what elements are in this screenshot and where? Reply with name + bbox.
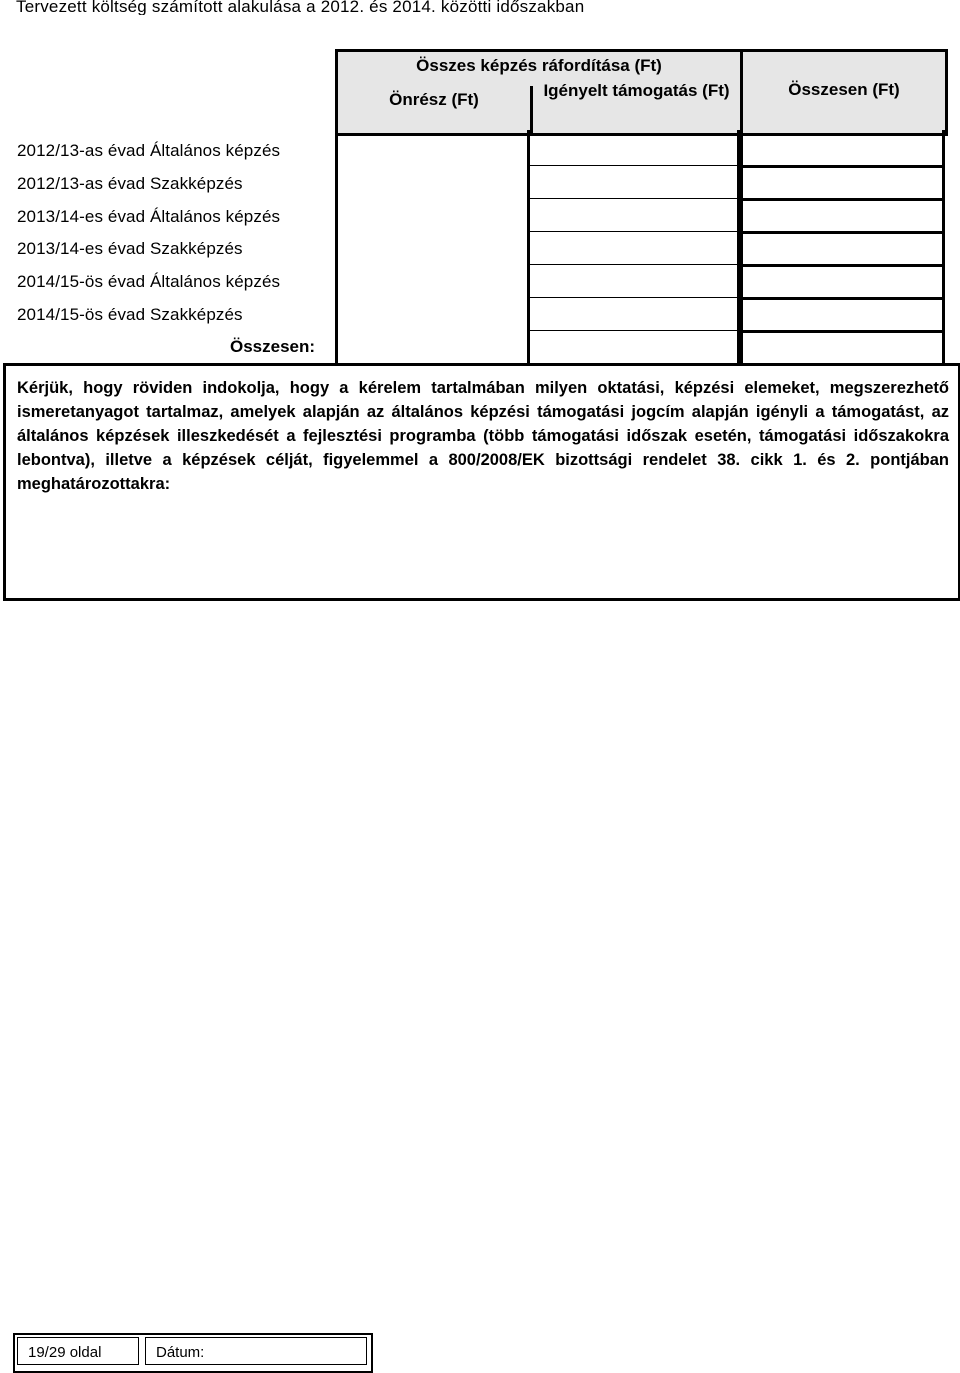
sum-label: Összesen: (230, 337, 316, 356)
date-field[interactable]: Dátum: (145, 1337, 367, 1365)
own-share-header: Önrész (Ft) (389, 90, 479, 109)
row-label: 2014/15-ös évad Szakképzés (17, 305, 243, 324)
justification-text: Kérjük, hogy röviden indokolja, hogy a kérelem tartalmában milyen oktatási, képzési elemeket, megszerezhető ismeretanyagot tartalmaz, amelyek alapján az általános képzési támogatási jogcím alapján igényli a támogatást, az általános képzések illeszkedését a fejlesztési programba (több támogatási időszak esetén, támogatási időszakokra lebontva), illetve a képzések célját, figyelemmel a 800/2008/EK bizottsági rendelet 38. cikk 1. és 2. pontjában meghatározottakra: (17, 379, 949, 493)
row-label: 2013/14-es évad Szakképzés (17, 239, 243, 258)
row-label: 2012/13-as évad Általános képzés (17, 141, 281, 160)
cost-group-header (335, 49, 743, 136)
requested-support-header: Igényelt támogatás (Ft) (543, 81, 730, 100)
page-title: Tervezett költség számított alakulása a 2012. és 2014. közötti időszakban (16, 0, 585, 15)
page-number: 19/29 oldal (17, 1337, 139, 1365)
page-footer (13, 1333, 373, 1373)
row-label: 2014/15-ös évad Általános képzés (17, 272, 281, 291)
cost-group-title: Összes képzés ráfordítása (Ft) (416, 56, 662, 75)
justification-box[interactable] (3, 363, 960, 601)
total-header-box (740, 49, 948, 136)
row-label: 2012/13-as évad Szakképzés (17, 174, 243, 193)
row-label: 2013/14-es évad Általános képzés (17, 207, 281, 226)
own-share-cell[interactable] (338, 133, 527, 363)
total-cell[interactable] (743, 133, 942, 165)
total-header: Összesen (Ft) (788, 80, 900, 99)
support-cell[interactable] (530, 133, 737, 165)
